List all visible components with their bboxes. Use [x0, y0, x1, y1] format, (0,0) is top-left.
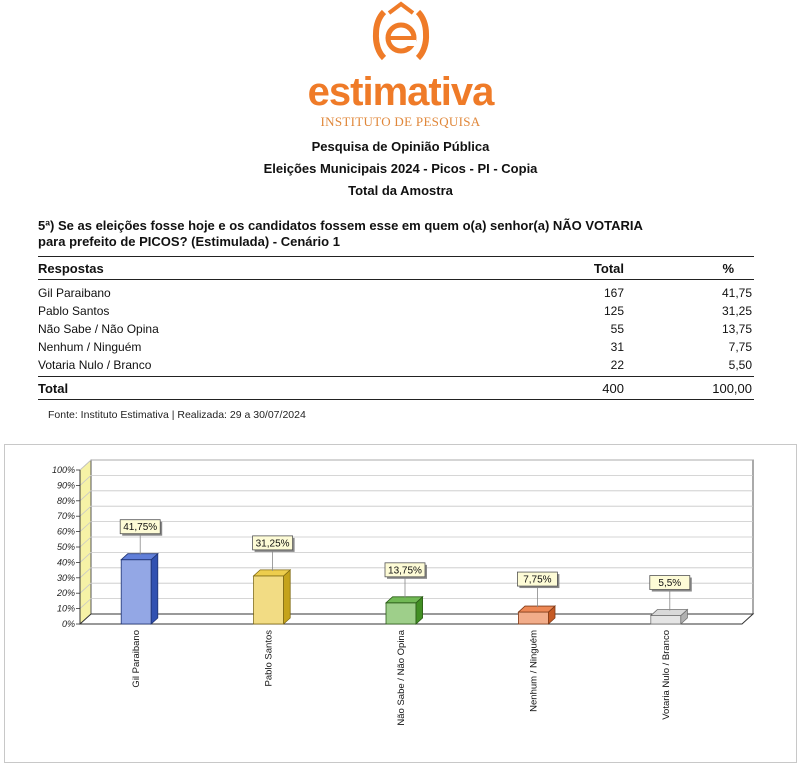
report-subtitle: Eleições Municipais 2024 - Picos - PI - Copia	[263, 161, 538, 176]
question-line-2: para prefeito de PICOS? (Estimulada) - Cenário 1	[38, 234, 340, 249]
logo-emblem-icon	[0, 0, 801, 80]
row-percent: 13,75	[721, 322, 752, 336]
y-tick-label: 90%	[56, 480, 75, 491]
bar-top	[254, 570, 291, 576]
bar	[386, 603, 416, 624]
x-tick-label: Não Sabe / Não Opina	[396, 630, 407, 726]
row-total: 31	[610, 340, 624, 354]
row-label: Pablo Santos	[38, 304, 110, 318]
logo-subtitle: INSTITUTO DE PESQUISA	[320, 114, 481, 129]
y-tick-label: 40%	[56, 557, 75, 568]
row-total: 22	[610, 358, 624, 372]
total-label: Total	[38, 381, 69, 396]
table-total-row	[38, 376, 754, 400]
x-tick-label: Votaria Nulo / Branco	[660, 630, 672, 720]
bar-side	[151, 554, 158, 624]
results-table	[38, 256, 754, 400]
x-tick-label: Gil Paraibano	[131, 630, 143, 688]
total-count: 400	[602, 381, 624, 396]
table-row	[38, 356, 754, 374]
bar-side	[284, 570, 291, 624]
bar	[651, 616, 681, 624]
bar	[121, 560, 151, 624]
bar	[518, 612, 548, 624]
x-tick-label: Nenhum / Ninguém	[528, 630, 540, 712]
total-percent: 100,00	[712, 381, 752, 396]
row-total: 55	[610, 322, 624, 336]
question-line-1: 5ª) Se as eleições fosse hoje e os candidatos fossem esse em quem o(a) senhor(a) NÃO VOTARIA	[38, 218, 643, 233]
bar-chart	[0, 440, 801, 768]
sample-label: Total da Amostra	[348, 183, 453, 198]
data-label: 13,75%	[388, 565, 422, 577]
row-percent: 5,50	[728, 358, 752, 372]
y-tick-label: 30%	[56, 572, 75, 583]
row-percent: 7,75	[728, 340, 752, 354]
column-header-percent: %	[722, 261, 734, 276]
bar	[254, 576, 284, 624]
row-total: 125	[603, 304, 624, 318]
table-row	[38, 338, 754, 356]
row-label: Votaria Nulo / Branco	[38, 358, 152, 372]
data-label: 7,75%	[523, 574, 552, 586]
logo-wordmark: estimativa	[307, 70, 494, 114]
table-row	[38, 320, 754, 338]
y-tick-label: 60%	[56, 526, 75, 537]
bar-top	[518, 606, 555, 612]
column-header-total: Total	[593, 261, 624, 276]
table-row	[38, 284, 754, 302]
row-percent: 31,25	[721, 304, 752, 318]
row-label: Não Sabe / Não Opina	[38, 322, 159, 336]
data-label: 31,25%	[255, 538, 290, 550]
bar-top	[121, 554, 158, 560]
logo	[0, 0, 801, 136]
bar-top	[386, 597, 423, 603]
column-header-answers: Respostas	[38, 261, 104, 276]
question	[38, 218, 758, 250]
report-title: Pesquisa de Opinião Pública	[311, 139, 490, 154]
y-tick-label: 0%	[61, 619, 75, 629]
y-tick-label: 100%	[51, 465, 75, 475]
x-tick-label: Pablo Santos	[263, 630, 275, 687]
y-tick-label: 20%	[56, 588, 75, 599]
row-percent: 41,75	[721, 286, 752, 300]
y-tick-label: 70%	[56, 511, 75, 522]
y-tick-label: 10%	[56, 603, 75, 614]
row-total: 167	[603, 286, 624, 300]
table-header	[38, 256, 754, 280]
y-tick-label: 50%	[56, 542, 75, 552]
data-label: 41,75%	[123, 522, 158, 534]
bar-top	[651, 610, 688, 616]
row-label: Nenhum / Ninguém	[38, 340, 142, 354]
row-label: Gil Paraibano	[38, 286, 111, 300]
y-tick-label: 80%	[56, 495, 75, 506]
data-label: 5,5%	[658, 578, 682, 590]
table-row	[38, 302, 754, 320]
source-note: Fonte: Instituto Estimativa | Realizada: 29 a 30/07/2024	[48, 409, 306, 421]
